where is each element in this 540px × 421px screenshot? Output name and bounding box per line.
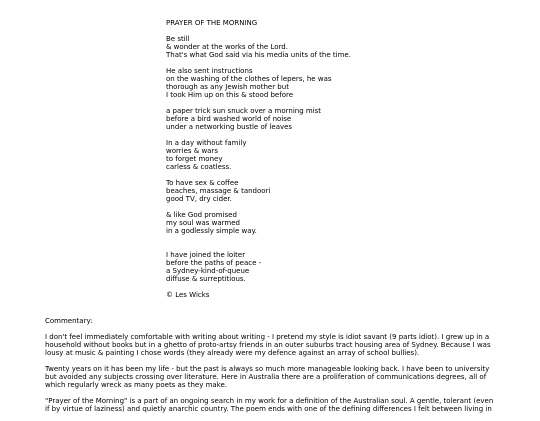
poem-line: under a networking bustle of leaves [166, 123, 293, 131]
poem-line: He also sent instructions [166, 67, 253, 75]
poem-line: a Sydney-kind-of-queue [166, 267, 250, 275]
poem-line: thorough as any Jewish mother but [166, 83, 289, 91]
poem-line: I took Him up on this & stood before [166, 91, 294, 99]
poem-stanza-3 [166, 107, 466, 131]
poem-line: & wonder at the works of the Lord. [166, 43, 288, 51]
poem-line: in a godlessly simple way. [166, 227, 257, 235]
poem-line: I have joined the loiter [166, 251, 246, 259]
poem-line: worries & wars [166, 147, 218, 155]
poem-stanza-1 [166, 35, 466, 59]
poem-credit: © Les Wicks [166, 291, 210, 299]
poem-line: before the paths of peace - [166, 259, 262, 267]
poem-line: beaches, massage & tandoori [166, 187, 271, 195]
poem [166, 19, 466, 299]
poem-line: before a bird washed world of noise [166, 115, 292, 123]
commentary [45, 317, 495, 421]
poem-line: To have sex & coffee [166, 179, 239, 187]
poem-line: carless & coatless. [166, 163, 232, 171]
poem-line: diffuse & surreptitious. [166, 275, 246, 283]
commentary-paragraph: "Prayer of the Morning" is a part of an ongoing search in my work for a definition of the Australian soul. A gentle, tolerant (even if by virtue of laziness) and quietly anarchic country. The poem ends with one of the defining differences I felt between living in [45, 397, 494, 413]
poem-stanza-2 [166, 67, 466, 99]
commentary-paragraph: Twenty years on it has been my life - but the past is always so much more manageable looking back. I have been to university but avoided any subjects crossing over literature. Here in Australia there are a proliferation of communications degrees, all of which regularly wreck as many poets as they make. [45, 365, 490, 389]
poem-line: Be still [166, 35, 190, 43]
poem-line: That's what God said via his media units of the time. [166, 51, 351, 59]
poem-line: my soul was warmed [166, 219, 240, 227]
poem-line: & like God promised [166, 211, 237, 219]
poem-stanza-5 [166, 179, 466, 203]
poem-line: on the washing of the clothes of lepers, he was [166, 75, 332, 83]
poem-line: to forget money [166, 155, 223, 163]
poem-stanza-4 [166, 139, 466, 171]
poem-stanza-6 [166, 211, 466, 235]
commentary-paragraph: I don't feel immediately comfortable with writing about writing - I pretend my style is idiot savant (9 parts idiot). I grew up in a household without books but in a ghetto of proto-artsy friends in an outer suburbs tract housing area of Sydney. Because I was lousy at music & painting I chose words (they already were my defence against an array of school bullies). [45, 333, 491, 357]
poem-title: PRAYER OF THE MORNING [166, 19, 258, 27]
poem-line: a paper trick sun snuck over a morning mist [166, 107, 322, 115]
commentary-heading: Commentary: [45, 317, 93, 325]
poem-stanza-7 [166, 251, 466, 283]
poem-line: good TV, dry cider. [166, 195, 232, 203]
poem-line: In a day without family [166, 139, 247, 147]
